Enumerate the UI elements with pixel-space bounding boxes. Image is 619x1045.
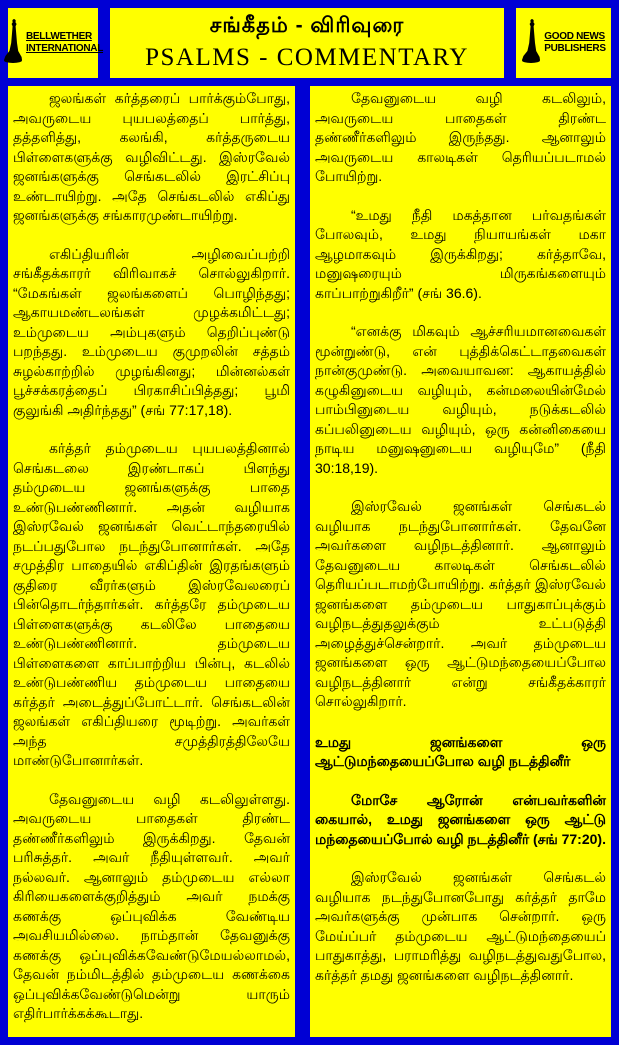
paragraph: கர்த்தர் தம்முடைய புயபலத்தினால் செங்கடலை இரண்டாகப் பிளந்து தம்முடைய ஜனங்களுக்கு பாதை உண்டுபண்ணினார். அதன் வழியாக இஸ்ரவேல் ஜனங்கள் வெட்டாந்தரையில் நடப்பதுபோல நடந்துபோனார்கள். அதே சமுத்திர பாதையில் எகிப்தின் இரதங்களும் குதிரை வீரர்களும் இஸ்ரவேலரைப் பின்தொடர்ந்தார்கள். கர்த்தரே தம்முடைய பிள்ளைகளுக்கு கடலிலே பாதையை உண்டுபண்ணினார். தம்முடைய பிள்ளைகளை காப்பாற்றிய பின்பு, கடலில் உண்டுபண்ணிய தம்முடைய பாதையை கர்த்தர் அடைத்துப்போட்டார். செங்கடலின் ஜலங்கள் எகிப்தியரை மூடிற்று. அவர்கள் அந்த சமுத்திரத்திலேயே மாண்டுபோனார்கள். bbox=[13, 440, 290, 768]
right-text-column bbox=[310, 86, 611, 1037]
paragraph: தேவனுடைய வழி கடலிலும், அவருடைய பாதைகள் திரண்ட தண்ணீர்களிலும் இருந்தது. ஆனாலும் அவருடைய காலடிகள் தெரியப்படாமல் போயிற்று. bbox=[315, 90, 606, 184]
statue-icon bbox=[3, 18, 23, 69]
statue-icon bbox=[521, 18, 541, 69]
title-box bbox=[110, 8, 504, 78]
logo-line: BELLWETHER bbox=[25, 30, 92, 42]
section-heading: உமது ஜனங்களை ஒரு ஆட்டுமந்தையைப்போல வழி நடத்தினீர் bbox=[315, 733, 606, 769]
paragraph: இஸ்ரவேல் ஜனங்கள் செங்கடல் வழியாக நடந்துபோனார்கள். தேவனே அவர்களை வழிநடத்தினார். ஆனாலும் தேவனுடைய காலடிகள் செங்கடலில் தெரியப்படாமற்போயிற்று. கர்த்தர் இஸ்ரவேல் ஜனங்களை தம்முடைய பாதுகாப்புக்கும் வழிநடத்துதலுக்கும் உட்படுத்தி அழைத்துச்சென்றார். அவர் தம்முடைய ஜனங்களை ஒரு ஆட்டுமந்தையைப்போல வழிநடத்தினார் என்று சங்கீதக்காரர் சொல்லுகிறார். bbox=[315, 498, 606, 709]
bellwether-logo-text bbox=[26, 31, 103, 56]
logo-line: PUBLISHERS bbox=[544, 43, 606, 54]
paragraph: இஸ்ரவேல் ஜனங்கள் செங்கடல் வழியாக நடந்துபோனபோது கர்த்தர் தாமே அவர்களுக்கு முன்பாக சென்றார். ஒரு மேய்ப்பர் தம்முடைய ஆட்டுமந்தையைப் பாதுகாத்து, பராமரித்து வழிநடத்துவதுபோல, கர்த்தர் தமது ஜனங்களை வழிநடத்தினார். bbox=[315, 869, 606, 983]
paragraph: ஜலங்கள் கர்த்தரைப் பார்க்கும்போது, அவருடைய புயபலத்தைப் பார்த்து, தத்தளித்து, கலங்கி, கர்த்தருடைய பிள்ளைகளுக்கு வழிவிட்டது. இஸ்ரவேல் ஜனங்களுக்கு செங்கடலில் இரட்சிப்பு உண்டாயிற்று. அதே செங்கடலில் எகிப்து ஜனங்களுக்கு சங்காரமுண்டாயிற்று. bbox=[13, 90, 290, 223]
good-news-publishers-logo bbox=[516, 8, 611, 78]
page-header bbox=[8, 8, 611, 78]
page-title-tamil: சங்கீதம் - விரிவுரை bbox=[209, 14, 405, 37]
paragraph: தேவனுடைய வழி கடலிலுள்ளது. அவருடைய பாதைகள் திரண்ட தண்ணீர்களிலும் இருக்கிறது. தேவன் பரிசுத்தர். அவர் நீதியுள்ளவர். அவர் நல்லவர். ஆனாலும் தம்முடைய எல்லா கிரியைகளைக்குறித்தும் அவர் நமக்கு கணக்கு ஒப்புவிக்க வேண்டிய அவசியமில்லை. நாம்தான் தேவனுக்கு கணக்கு ஒப்புவிக்கவேண்டுமேயல்லாமல், தேவன் நம்மிடத்தில் தம்முடைய கணக்கை ஒப்புவிக்கவேண்டுமென்று யாரும் எதிர்பார்க்கக்கூடாது. bbox=[13, 790, 290, 1021]
body-columns bbox=[8, 86, 611, 1037]
good-news-logo-text bbox=[544, 31, 605, 56]
paragraph: “உமது நீதி மகத்தான பர்வதங்கள் போலவும், உமது நியாயங்கள் மகா ஆழமாகவும் இருக்கிறது; கர்த்தாவே, மனுஷரையும் மிருகங்களையும் காப்பாற்றுகிறீர்” (சங் 36.6). bbox=[315, 206, 606, 301]
bellwether-logo bbox=[8, 8, 104, 78]
paragraph: “எனக்கு மிகவும் ஆச்சரியமானவைகள் மூன்றுண்டு, என் புத்திக்கெட்டாதவைகள் நான்குமுண்டு. அவையாவன: ஆகாயத்தில் கழுகினுடைய வழியும், கன்மலையின்மேல் பாம்பினுடைய வழியும், நடுக்கடலில் கப்பலினுடைய வழியும், ஒரு கன்னிகையை நாடிய மனுஷனுடைய வழியுமே” (நீதி 30:18,19). bbox=[315, 323, 606, 476]
scripture-quote-paragraph: மோசே ஆரோன் என்பவர்களின் கையால், உமது ஜனங்களை ஒரு ஆட்டு மந்தையைப்போல் வழி நடத்தினீர் (சங் 77:20). bbox=[315, 791, 606, 847]
left-text-column bbox=[8, 86, 295, 1037]
page-title-english: PSALMS - COMMENTARY bbox=[145, 44, 469, 71]
logo-line: GOOD NEWS bbox=[544, 30, 605, 42]
logo-line: INTERNATIONAL bbox=[25, 43, 104, 54]
paragraph: எகிப்தியரின் அழிவைப்பற்றி சங்கீதக்காரர் விரிவாகச் சொல்லுகிறார். “மேகங்கள் ஜலங்களைப் பொழிந்தது; ஆகாயமண்டலங்கள் முழக்கமிட்டது; உம்முடைய அம்புகளும் தெறிப்புண்டு பறந்தது. உம்முடைய குமுறலின் சத்தம் சுழல்காற்றில் முழங்கினது; மின்னல்கள் பூச்சக்கரத்தைப் பிரகாசிப்பித்தது; பூமி குலுங்கி அதிர்ந்தது” (சங் 77:17,18). bbox=[13, 245, 290, 418]
